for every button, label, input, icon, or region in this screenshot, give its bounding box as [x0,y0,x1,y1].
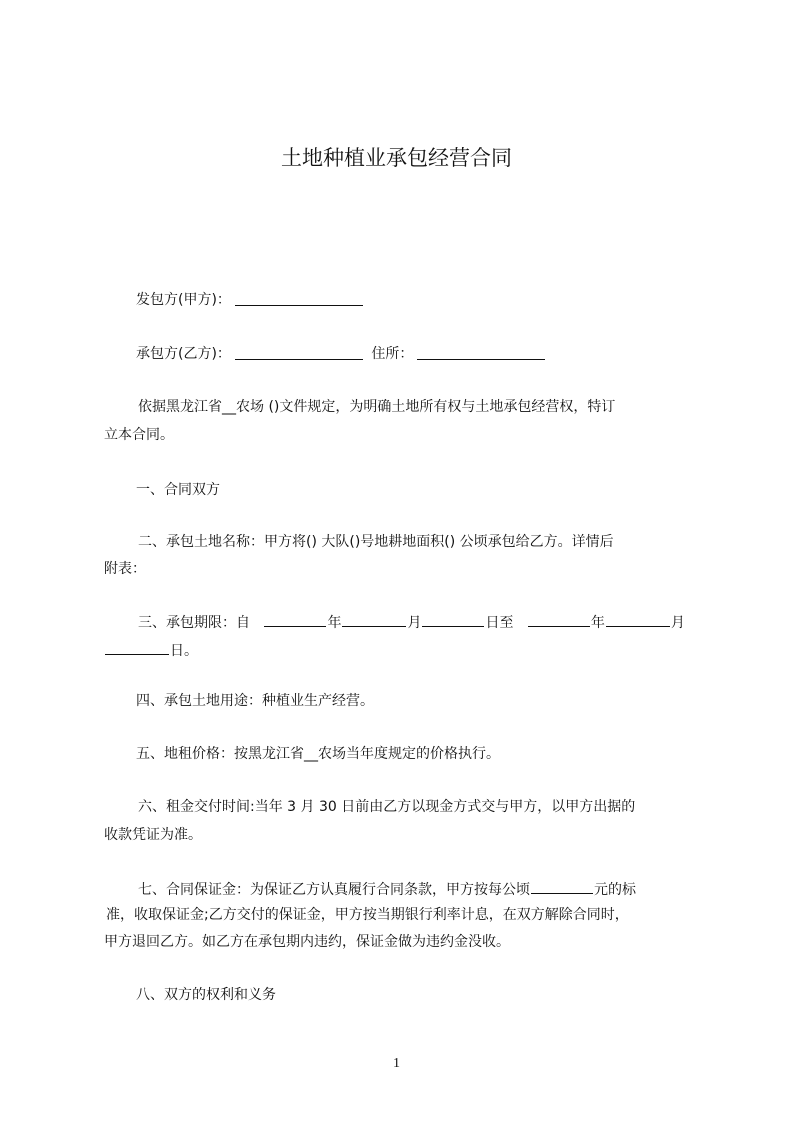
end-month-blank [606,612,670,627]
party-b-label: 承包方(乙方)： [136,346,231,362]
end-year-label: 年 [590,615,605,631]
intro-line-2: 立本合同。 [104,427,174,443]
start-year-blank [264,612,326,627]
section-8-heading: 八、双方的权利和义务 [136,987,276,1003]
term-prefix: 三、承包期限：自 [138,615,250,631]
section-7-line-2: 准，收取保证金;乙方交付的保证金，甲方按当期银行利率计息，在双方解除合同时， [106,907,629,923]
start-day-blank [422,612,484,627]
page-number: 1 [393,1056,400,1071]
start-month-label: 月 [407,615,422,631]
deposit-text-b: 元的标 [594,882,636,898]
section-7-line-1 [138,879,748,899]
section-3-line-1 [138,612,748,632]
party-a-blank [235,295,363,306]
start-day-label: 日至 [485,615,514,631]
section-2-line-1: 二、承包土地名称：甲方将() 大队()号地耕地面积() 公顷承包给乙方。详情后 [138,534,614,550]
party-a-line [136,291,746,309]
party-b-line [136,345,746,363]
section-5: 五、地租价格：按黑龙江省__农场当年度规定的价格执行。 [136,746,500,762]
end-day-blank [105,640,169,655]
section-6-line-1: 六、租金交付时间:当年 3 月 30 日前由乙方以现金方式交与甲方，以甲方出据的 [138,799,636,815]
start-month-blank [342,612,406,627]
section-2-line-2: 附表： [104,561,146,577]
section-3-line-2 [104,640,714,660]
section-4: 四、承包土地用途：种植业生产经营。 [136,693,374,709]
section-6-line-2: 收款凭证为准。 [104,827,202,843]
end-day-label: 日。 [170,643,198,659]
section-1-heading: 一、合同双方 [136,482,220,498]
document-title: 土地种植业承包经营合同 [281,146,512,170]
deposit-amount-blank [531,879,593,894]
end-year-blank [528,612,590,627]
intro-line-1: 依据黑龙江省__农场 ()文件规定，为明确土地所有权与土地承包经营权，特订 [138,399,616,415]
section-7-line-3: 甲方退回乙方。如乙方在承包期内违约，保证金做为违约金没收。 [104,934,510,950]
party-a-label: 发包方(甲方)： [136,292,231,308]
party-b-blank [235,349,363,360]
address-blank [417,349,545,360]
end-month-label: 月 [670,615,685,631]
address-label: 住所： [371,346,414,362]
deposit-text-a: 七、合同保证金：为保证乙方认真履行合同条款，甲方按每公顷 [138,882,530,898]
start-year-label: 年 [327,615,342,631]
